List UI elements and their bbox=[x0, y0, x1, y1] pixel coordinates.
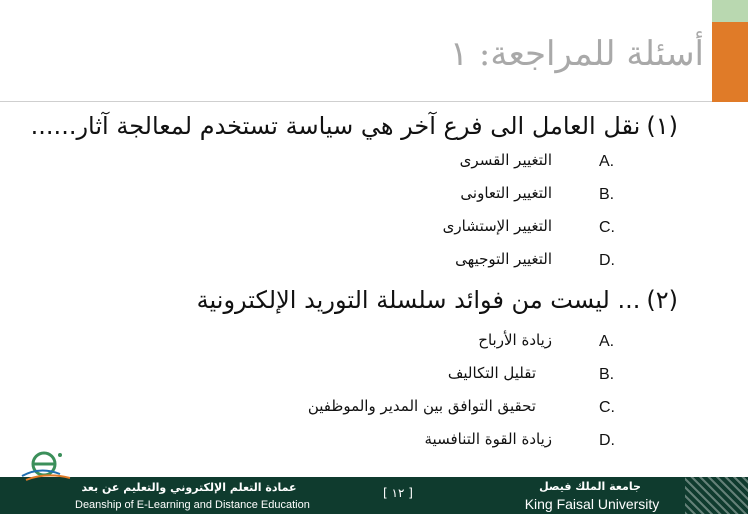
footer-deanship-english: Deanship of E-Learning and Distance Education bbox=[75, 499, 310, 511]
option-2b-text: تقليل التكاليف bbox=[447, 364, 536, 382]
option-1c-text: التغيير الإستشارى bbox=[442, 217, 552, 235]
option-2b-letter: B. bbox=[599, 366, 615, 383]
decor-column bbox=[712, 102, 748, 474]
footer-deanship-arabic: عمادة التعلم الإلكتروني والتعليم عن بعد bbox=[81, 481, 297, 494]
option-2d-text: زيادة القوة التنافسية bbox=[424, 430, 552, 448]
question-1-number: (١) bbox=[646, 112, 678, 140]
footer-pattern bbox=[685, 477, 748, 514]
slide-title: أسئلة للمراجعة: ١ bbox=[449, 34, 704, 74]
option-1d-letter: D. bbox=[599, 252, 615, 269]
option-2c-letter: C. bbox=[599, 399, 615, 416]
footer-university-arabic: جامعة الملك فيصل bbox=[539, 480, 641, 493]
option-1b-letter: B. bbox=[599, 186, 615, 203]
page-number: [ ١٢ ] bbox=[383, 486, 413, 500]
question-1 bbox=[31, 112, 678, 140]
deanship-logo bbox=[20, 446, 80, 486]
option-1a-text: التغيير القسرى bbox=[459, 151, 552, 169]
footer-university-english: King Faisal University bbox=[524, 496, 660, 512]
option-2a-letter: A. bbox=[599, 333, 615, 350]
option-2a-text: زيادة الأرباح bbox=[478, 331, 552, 349]
question-1-text: نقل العامل الى فرع آخر هي سياسة تستخدم لمعالجة آثار...... bbox=[30, 112, 641, 140]
option-1a-letter: A. bbox=[599, 153, 615, 170]
decor-orange-bar bbox=[712, 22, 748, 102]
option-1c-letter: C. bbox=[599, 219, 615, 236]
question-2-text: ... ليست من فوائد سلسلة التوريد الإلكترونية bbox=[196, 286, 641, 314]
title-divider bbox=[0, 101, 712, 102]
option-2d-letter: D. bbox=[599, 432, 615, 449]
option-2c-text: تحقيق التوافق بين المدير والموظفين bbox=[307, 397, 536, 415]
option-1d-text: التغيير التوجيهى bbox=[455, 250, 552, 268]
decor-green-block bbox=[712, 0, 748, 22]
question-2-number: (٢) bbox=[646, 286, 678, 314]
option-1b-text: التغيير التعاونى bbox=[460, 184, 552, 202]
question-2 bbox=[197, 286, 678, 314]
